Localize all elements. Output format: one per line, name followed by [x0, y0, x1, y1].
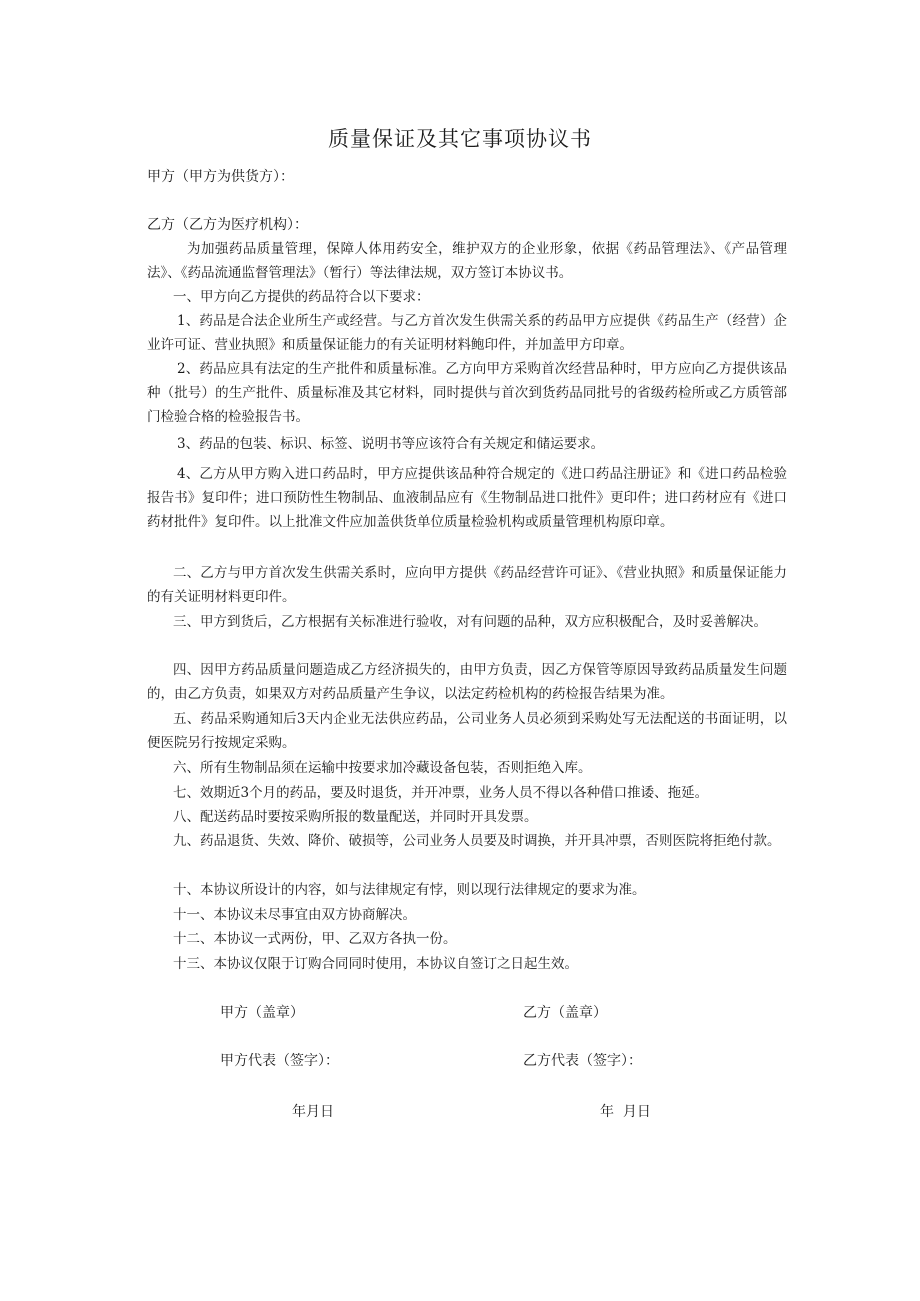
clause-1: 一、甲方向乙方提供的药品符合以下要求： — [173, 289, 430, 305]
clause-4: 四、因甲方药品质量问题造成乙方经济损失的，由甲方负责，因乙方保管等原因导致药品质量发生问题的，由乙方负责，如果双方对药品质量产生争议，以法定药检机构的药检报告结果为准。 — [147, 662, 787, 702]
party-b-line: 乙方（乙方为医疗机构）： — [147, 217, 308, 233]
intro-paragraph: 为加强药品质量管理，保障人体用药安全，维护双方的企业形象，依据《药品管理法》、《产品管理法》、《药品流通监督管理法》（暂行）等法律法规，双方签订本协议书。 — [147, 241, 787, 281]
clause-2: 二、乙方与甲方首次发生供需关系时，应向甲方提供《药品经营许可证》、《营业执照》和质量保证能力的有关证明材料更印件。 — [147, 565, 787, 605]
clause-1-1: 1、药品是合法企业所生产或经营。与乙方首次发生供需关系的药品甲方应提供《药品生产（经营）企业许可证、营业执照》和质量保证能力的有关证明材料鲍印件，并加盖甲方印章。 — [147, 313, 787, 353]
clause-1-2: 2、药品应具有法定的生产批件和质量标准。乙方向甲方采购首次经营品种时，甲方应向乙方提供该品种（批号）的生产批件、质量标准及其它材料，同时提供与首次到货药品同批号的省级药检所或乙方质管部门检验合格的检验报告书。 — [147, 361, 787, 425]
clause-5: 五、药品采购通知后3天内企业无法供应药品，公司业务人员必须到采购处写无法配送的书面证明，以便医院另行按规定采购。 — [147, 711, 787, 751]
clause-9: 九、药品退货、失效、降价、破损等，公司业务人员要及时调换，并开具冲票，否则医院将拒绝付款。 — [173, 833, 781, 849]
party-a-representative: 甲方代表（签字）： — [220, 1053, 339, 1069]
party-a-seal: 甲方（盖章） — [220, 1005, 304, 1021]
clause-1-4: 4、乙方从甲方购入进口药品时，甲方应提供该品种符合规定的《进口药品注册证》和《进口药品检验报告书》复印件；进口预防性生物制品、血液制品应有《生物制品进口批件》更印件；进口药材应有《进口药材批件》复印件。以上批准文件应加盖供货单位质量检验机构或质量管理机构原印章。 — [147, 466, 787, 530]
party-b-date: 年 月日 — [600, 1104, 651, 1120]
party-b-representative: 乙方代表（签字）： — [523, 1053, 642, 1069]
clause-11: 十一、本协议未尽事宜由双方协商解决。 — [173, 907, 416, 923]
clause-13: 十三、本协议仅限于订购合同同时使用，本协议自签订之日起生效。 — [173, 956, 578, 972]
clause-8: 八、配送药品时要按采购所报的数量配送，并同时开具发票。 — [173, 809, 538, 825]
clause-7: 七、效期近3个月的药品，要及时退货，并开冲票，业务人员不得以各种借口推诿、拖延。 — [173, 785, 709, 801]
clause-6: 六、所有生物制品须在运输中按要求加冷藏设备包装，否则拒绝入库。 — [173, 760, 592, 776]
clause-12: 十二、本协议一式两份，甲、乙双方各执一份。 — [173, 931, 457, 947]
clause-3: 三、甲方到货后，乙方根据有关标准进行验收，对有问题的品种，双方应积极配合，及时妥善解决。 — [173, 614, 767, 630]
clause-1-3: 3、药品的包装、标识、标签、说明书等应该符合有关规定和储运要求。 — [177, 436, 605, 452]
clause-10: 十、本协议所设计的内容，如与法律规定有悖，则以现行法律规定的要求为准。 — [173, 882, 646, 898]
party-a-date: 年月日 — [292, 1104, 334, 1120]
party-a-line: 甲方（甲方为供货方）： — [147, 169, 294, 185]
party-b-seal: 乙方（盖章） — [523, 1005, 607, 1021]
document-title: 质量保证及其它事项协议书 — [328, 127, 592, 151]
